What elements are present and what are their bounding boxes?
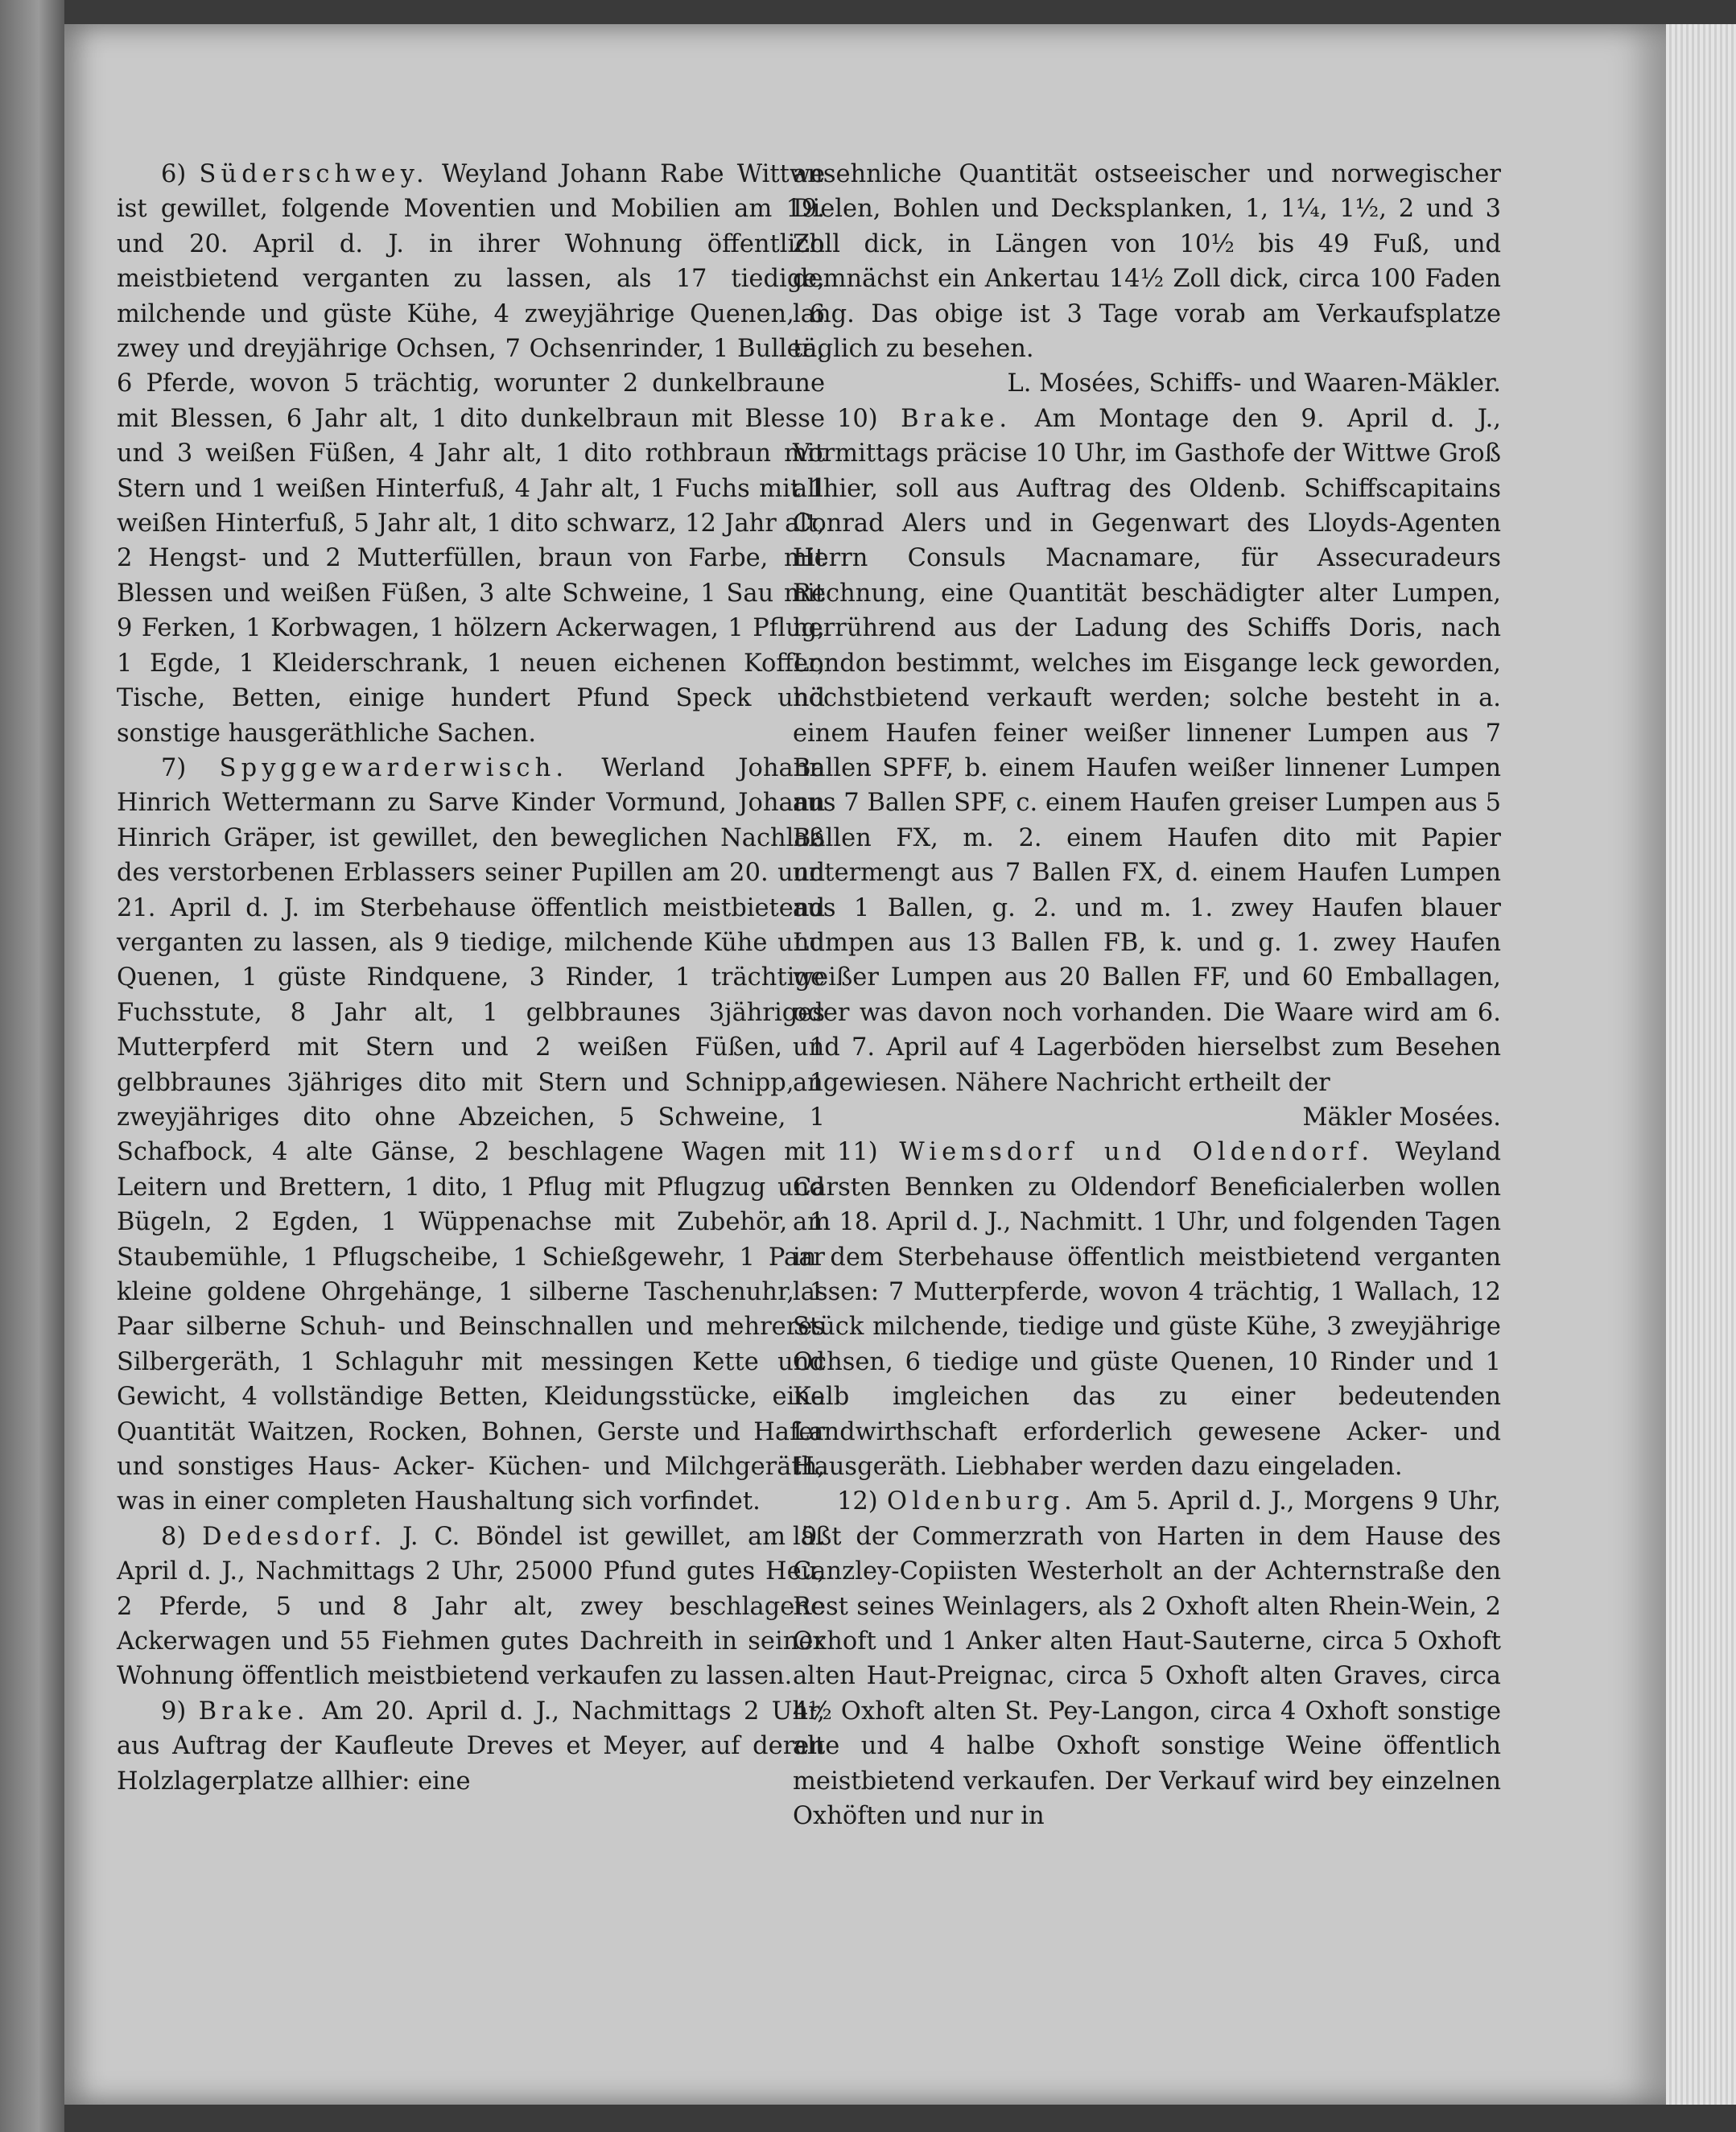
- notice-6: [117, 157, 825, 751]
- notice-place: Dedesdorf.: [202, 1522, 387, 1551]
- notice-place: Wiemsdorf und Oldendorf.: [899, 1138, 1375, 1167]
- notice-9-continued: [793, 157, 1501, 366]
- notice-text: ansehnliche Quantität ostseeischer und norwegischer Dielen, Bohlen und Decksplanken, 1, 1¼, 1½, 2 und 3 Zoll dick, in Längen von 10½ bis 49 Fuß, und demnächst ein Ankertau 14½ Zoll dick, circa 100 Faden lang. Das obige ist 3 Tage vorab am Verkaufsplatze täglich zu besehen.: [793, 160, 1501, 364]
- notice-number: 7): [161, 753, 187, 782]
- notice-10: [793, 402, 1501, 1100]
- notice-number: 6): [161, 160, 187, 188]
- notice-9: [117, 1694, 825, 1799]
- notice-7: [117, 751, 825, 1520]
- notice-8: [117, 1520, 825, 1694]
- left-column: [117, 157, 825, 1799]
- notice-number: 10): [837, 404, 878, 433]
- notice-9-signature: L. Mosées, Schiffs- und Waaren-Mäkler.: [1007, 369, 1501, 398]
- notice-text: Weyland Johann Rabe Wittwe ist gewillet, folgende Moventien und Mobilien am 19. und 20. April d. J. in ihrer Wohnung öffentlich meistbietend verganten zu lassen, als 17 tiedige, milchende und güste Kühe, 4 zweyjährige Quenen, 6 zwey und dreyjährige Ochsen, 7 Ochsenrinder, 1 Bullen, 6 Pferde, wovon 5 trächtig, worunter 2 dunkelbraune mit Blessen, 6 Jahr alt, 1 dito dunkelbraun mit Blesse und 3 weißen Füßen, 4 Jahr alt, 1 dito rothbraun mit Stern und 1 weißen Hinterfuß, 4 Jahr alt, 1 Fuchs mit 1 weißen Hinterfuß, 5 Jahr alt, 1 dito schwarz, 12 Jahr alt, 2 Hengst- und 2 Mutterfüllen, braun von Farbe, mit Blessen und weißen Füßen, 3 alte Schweine, 1 Sau mit 9 Ferken, 1 Korbwagen, 1 hölzern Ackerwagen, 1 Pflug, 1 Egde, 1 Kleiderschrank, 1 neuen eichenen Koffer, Tische, Betten, einige hundert Pfund Speck und sonstige hausgeräthliche Sachen.: [117, 160, 825, 748]
- notice-text: Werland Johann Hinrich Wettermann zu Sarve Kinder Vormund, Johann Hinrich Gräper, ist gewillet, den beweglichen Nachlaß des verstorbenen Erblassers seiner Pupillen am 20. und 21. April d. J. im Sterbehause öffentlich meistbietend verganten zu lassen, als 9 tiedige, milchende Kühe und Quenen, 1 güste Rindquene, 3 Rinder, 1 trächtige Fuchsstute, 8 Jahr alt, 1 gelbbraunes 3jähriges Mutterpferd mit Stern und 2 weißen Füßen, 1 gelbbraunes 3jähriges dito mit Stern und Schnipp, 1 zweyjähriges dito ohne Abzeichen, 5 Schweine, 1 Schafbock, 4 alte Gänse, 2 beschlagene Wagen mit Leitern und Brettern, 1 dito, 1 Pflug mit Pflugzug und Bügeln, 2 Egden, 1 Wüppenachse mit Zubehör, 1 Staubemühle, 1 Pflugscheibe, 1 Schießgewehr, 1 Paar kleine goldene Ohrgehänge, 1 silberne Taschenuhr, 1 Paar silberne Schuh- und Beinschnallen und mehreres Silbergeräth, 1 Schlaguhr mit messingen Kette und Gewicht, 4 vollständige Betten, Kleidungsstücke, eine Quantität Waitzen, Rocken, Bohnen, Gerste und Hafer und sonstiges Haus- Acker- Küchen- und Milchgeräth, was in einer completen Haushaltung sich vorfindet.: [117, 753, 826, 1516]
- page: [64, 24, 1666, 2105]
- notice-11: [793, 1135, 1501, 1484]
- left-page-edge: [0, 0, 64, 2132]
- notice-number: 12): [837, 1487, 878, 1516]
- notice-place: Spyggewarderwisch.: [219, 753, 569, 782]
- notice-12: [793, 1484, 1501, 1833]
- notice-text: Am Montage den 9. April d. J., Vormittags präcise 10 Uhr, im Gasthofe der Wittwe Groß allhier, soll aus Auftrag des Oldenb. Schiffscapitains Conrad Alers und in Gegenwart des Lloyds-Agenten Herrn Consuls Macnamare, für Assecuradeurs Rechnung, eine Quantität beschädigter alter Lumpen, herrührend aus der Ladung des Schiffs Doris, nach London bestimmt, welches im Eisgange leck geworden, höchstbietend verkauft werden; solche besteht in a. einem Haufen feiner weißer linnener Lumpen aus 7 Ballen SPFF, b. einem Haufen weißer linnener Lumpen aus 7 Ballen SPF, c. einem Haufen greiser Lumpen aus 5 Ballen FX, m. 2. einem Haufen dito mit Papier untermengt aus 7 Ballen FX, d. einem Haufen Lumpen aus 1 Ballen, g. 2. und m. 1. zwey Haufen blauer Lumpen aus 13 Ballen FB, k. und g. 1. zwey Haufen weißer Lumpen aus 20 Ballen FF, und 60 Emballagen, oder was davon noch vorhanden. Die Waare wird am 6. und 7. April auf 4 Lagerböden hierselbst zum Besehen angewiesen. Nähere Nachricht ertheilt der: [793, 404, 1501, 1097]
- notice-place: Brake.: [198, 1697, 310, 1726]
- notice-10-signature: Mäkler Mosées.: [1302, 1103, 1501, 1132]
- notice-place: Süderschwey.: [199, 160, 429, 188]
- notice-number: 11): [837, 1138, 878, 1167]
- notice-place: Oldenburg.: [887, 1487, 1077, 1516]
- notice-number: 8): [161, 1522, 187, 1551]
- right-column: [793, 157, 1501, 1834]
- notice-text: Am 5. April d. J., Morgens 9 Uhr, läßt der Commerzrath von Harten in dem Hause des Canzley-Copiisten Westerholt an der Achternstraße den Rest seines Weinlagers, als 2 Oxhoft alten Rhein-Wein, 2 Oxhoft und 1 Anker alten Haut-Sauterne, circa 5 Oxhoft alten Haut-Preignac, circa 5 Oxhoft alten Graves, circa 4½ Oxhoft alten St. Pey-Langon, circa 4 Oxhoft sonstige alte und 4 halbe Oxhoft sonstige Weine öffentlich meistbietend verkaufen. Der Verkauf wird bey einzelnen Oxhöften und nur in: [793, 1487, 1501, 1831]
- notice-text: Weyland Carsten Bennken zu Oldendorf Beneficialerben wollen am 18. April d. J., Nachmitt. 1 Uhr, und folgenden Tagen in dem Sterbehause öffentlich meistbietend verganten lassen: 7 Mutterpferde, wovon 4 trächtig, 1 Wallach, 12 Stück milchende, tiedige und güste Kühe, 3 zweyjährige Ochsen, 6 tiedige und güste Quenen, 10 Rinder und 1 Kalb imgleichen das zu einer bedeutenden Landwirthschaft erforderlich gewesene Acker- und Hausgeräth. Liebhaber werden dazu eingeladen.: [793, 1138, 1502, 1482]
- notice-number: 9): [161, 1697, 187, 1726]
- notice-place: Brake.: [901, 404, 1012, 433]
- notice-text: Am 20. April d. J., Nachmittags 2 Uhr, aus Auftrag der Kaufleute Dreves et Meyer, auf deren Holzlagerplatze allhier: eine: [117, 1697, 826, 1796]
- page-edge: [1666, 24, 1736, 2105]
- notice-text: J. C. Böndel ist gewillet, am 9. April d. J., Nachmittags 2 Uhr, 25000 Pfund gutes Heu, 2 Pferde, 5 und 8 Jahr alt, zwey beschlagene Ackerwagen und 55 Fiehmen gutes Dachreith in seiner Wohnung öffentlich meistbietend verkaufen zu lassen.: [117, 1522, 826, 1691]
